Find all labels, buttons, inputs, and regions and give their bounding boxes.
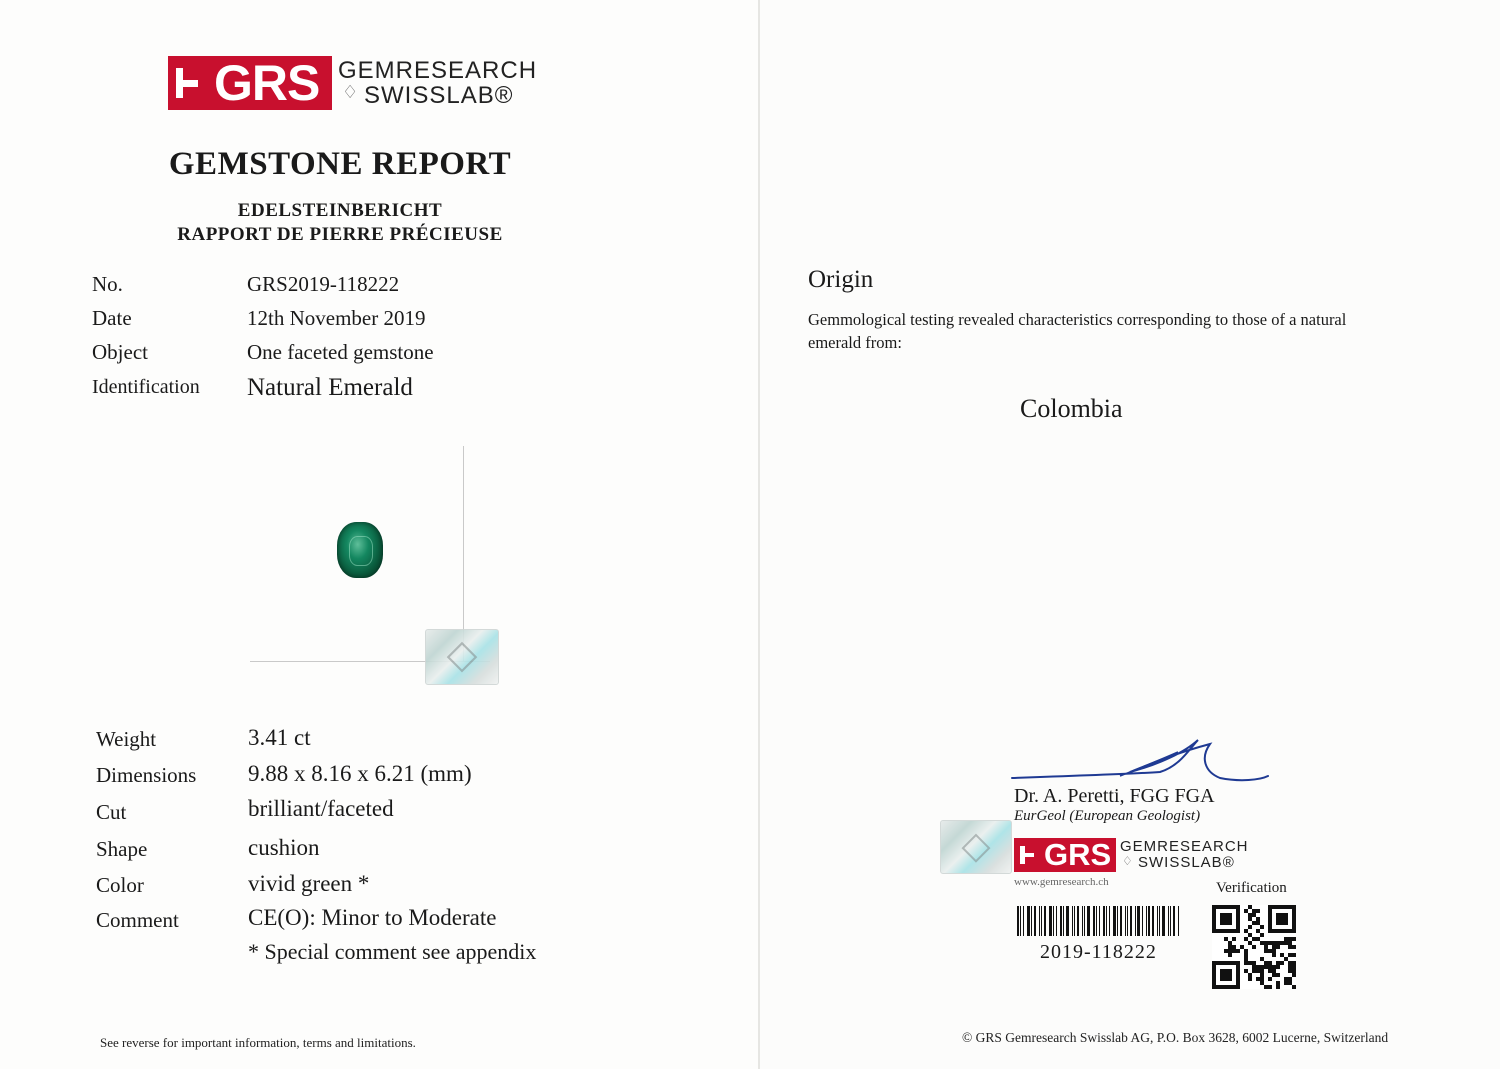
property-label: Weight [96,727,157,751]
barcode-bar [1066,906,1069,936]
property-value: cushion [248,835,320,860]
signatory-name: Dr. A. Peretti, FGG FGA [1014,785,1215,807]
barcode-number: 2019-118222 [1040,941,1157,963]
barcode-bar [1168,906,1169,936]
field-value: One faceted gemstone [247,340,434,364]
swiss-cross-icon [1020,846,1038,864]
barcode-bar [1170,906,1171,936]
swiss-cross-icon [176,68,206,98]
grs-logo-text [1120,839,1249,871]
barcode-bar [1146,906,1147,936]
barcode-bar [1113,906,1116,936]
barcode-bar [1063,906,1064,936]
barcode-bar [1096,906,1097,936]
barcode-bar [1157,906,1158,936]
website-text: www.gemresearch.ch [1014,876,1109,888]
special-comment-note: * Special comment see appendix [248,939,537,964]
barcode-bar [1130,906,1132,936]
logo-line1: GEMRESEARCH [1120,838,1249,856]
barcode-bar [1082,906,1083,936]
barcode-bar [1142,906,1143,936]
report-title: GEMSTONE REPORT [168,146,512,182]
grs-logo [168,56,537,110]
barcode-bar [1127,906,1128,936]
footnote-left: See reverse for important information, terms and limitations. [100,1035,416,1050]
logo-line2: ♢ SWISSLAB® [338,83,537,108]
qr-code-icon[interactable] [1212,905,1296,989]
property-label: Dimensions [96,763,197,787]
barcode-bar [1041,906,1042,936]
origin-heading: Origin [808,266,874,293]
barcode-bar [1020,906,1021,936]
barcode-bar [1084,906,1085,936]
barcode-bar [1031,906,1032,936]
property-label: Color [96,873,144,897]
report-subtitle-fr: RAPPORT DE PIERRE PRÉCIEUSE [177,224,503,245]
barcode-bar [1049,906,1052,936]
barcode-bar [1023,906,1024,936]
barcode-bar [1093,906,1095,936]
footnote-right: © GRS Gemresearch Swisslab AG, P.O. Box 3628, 6002 Lucerne, Switzerland [962,1030,1389,1045]
field-label: Date [92,306,132,330]
barcode-bar [1120,906,1122,936]
grs-logo-text [338,58,537,108]
barcode-bar [1060,906,1062,936]
signatory-title: EurGeol (European Geologist) [1014,808,1201,824]
field-label: Identification [92,376,200,398]
grs-brand: GRS [1044,837,1112,872]
barcode-bar [1053,906,1054,936]
verification-label: Verification [1216,880,1287,896]
barcode-bar [1103,906,1105,936]
barcode-bar [1074,906,1075,936]
grs-logo-box [1014,838,1116,872]
property-value: vivid green * [248,871,370,896]
property-label: Comment [96,908,179,932]
barcode-bar [1178,906,1179,936]
barcode-bar [1125,906,1126,936]
barcode-bar [1056,906,1057,936]
hologram-seal-icon [940,820,1012,874]
barcode-bar [1137,906,1140,936]
page-fold [758,0,760,1069]
barcode-bar [1135,906,1136,936]
barcode-bar [1027,906,1030,936]
barcode-bar [1152,906,1154,936]
barcode-bar [1087,906,1090,936]
barcode-bar [1017,906,1019,936]
grs-logo-small [1014,838,1249,872]
field-value: 12th November 2019 [247,306,426,330]
field-value: Natural Emerald [247,374,413,401]
property-label: Cut [96,800,127,824]
barcode-bar [1099,906,1100,936]
report-subtitle-de: EDELSTEINBERICHT [237,200,443,221]
barcode-bar [1044,906,1046,936]
barcode-bar [1072,906,1073,936]
barcode-bar [1159,906,1160,936]
origin-country: Colombia [1020,394,1123,423]
field-label: Object [92,340,148,364]
barcode-bar [1106,906,1107,936]
emerald-gem-image [337,522,383,578]
field-value: GRS2019-118222 [247,272,400,296]
origin-description: Gemmological testing revealed characteristics corresponding to those of a natural emerald from: [808,310,1347,352]
property-value: CE(O): Minor to Moderate [248,905,497,930]
hologram-seal-icon [425,629,499,685]
barcode-bar [1077,906,1079,936]
grs-logo-box [168,56,332,110]
logo-line1: GEMRESEARCH [338,56,538,84]
property-value: brilliant/faceted [248,796,394,821]
barcode-image [1017,906,1183,936]
grs-brand: GRS [214,55,320,111]
barcode-bar [1173,906,1175,936]
barcode-bar [1117,906,1118,936]
barcode-bar [1039,906,1040,936]
property-value: 3.41 ct [248,725,311,750]
barcode-bar [1148,906,1150,936]
field-label: No. [92,272,123,296]
property-value: 9.88 x 8.16 x 6.21 (mm) [248,761,472,786]
signature-image [1010,738,1280,788]
logo-line2: ♢ SWISSLAB® [1120,855,1249,871]
barcode-bar [1034,906,1036,936]
property-label: Shape [96,837,148,861]
barcode-bar [1162,906,1165,936]
barcode-bar [1109,906,1110,936]
